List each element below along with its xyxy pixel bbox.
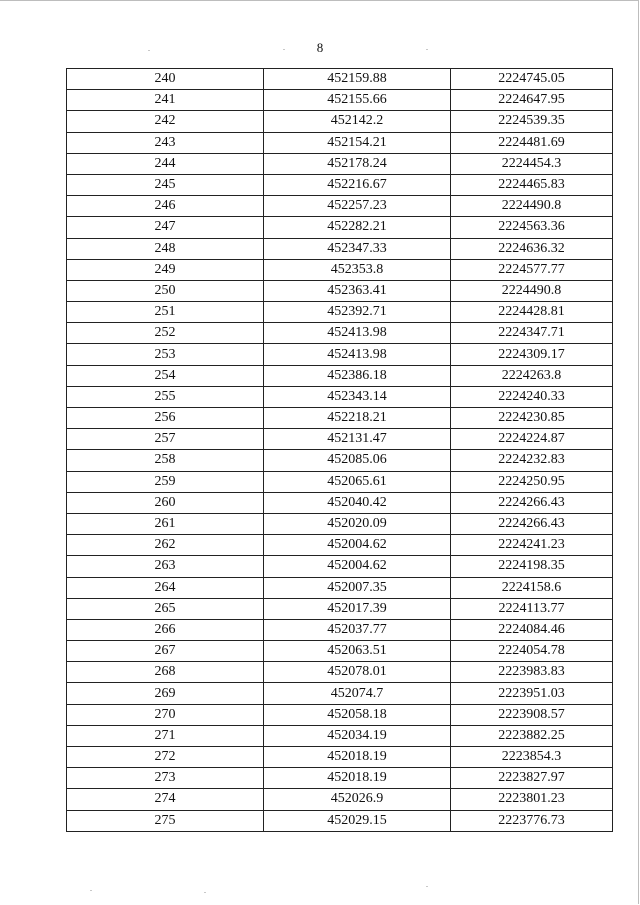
table-row <box>67 408 613 429</box>
point-number-cell: 258 <box>67 450 264 471</box>
point-number-cell: 254 <box>67 365 264 386</box>
point-number-cell: 269 <box>67 683 264 704</box>
table-row <box>67 704 613 725</box>
y-coordinate-cell: 2224577.77 <box>451 259 613 280</box>
y-coordinate-cell: 2223776.73 <box>451 810 613 831</box>
y-coordinate-cell: 2223882.25 <box>451 725 613 746</box>
x-coordinate-cell: 452413.98 <box>264 323 451 344</box>
x-coordinate-cell: 452037.77 <box>264 619 451 640</box>
y-coordinate-cell: 2224490.8 <box>451 280 613 301</box>
x-coordinate-cell: 452413.98 <box>264 344 451 365</box>
point-number-cell: 264 <box>67 577 264 598</box>
y-coordinate-cell: 2224240.33 <box>451 386 613 407</box>
point-number-cell: 261 <box>67 513 264 534</box>
x-coordinate-cell: 452040.42 <box>264 492 451 513</box>
table-row <box>67 725 613 746</box>
point-number-cell: 268 <box>67 662 264 683</box>
x-coordinate-cell: 452353.8 <box>264 259 451 280</box>
point-number-cell: 245 <box>67 174 264 195</box>
table-row <box>67 386 613 407</box>
scan-speck <box>148 50 150 51</box>
point-number-cell: 249 <box>67 259 264 280</box>
y-coordinate-cell: 2224250.95 <box>451 471 613 492</box>
page-number: 8 <box>316 40 324 55</box>
y-coordinate-cell: 2224198.35 <box>451 556 613 577</box>
y-coordinate-cell: 2224241.23 <box>451 535 613 556</box>
x-coordinate-cell: 452257.23 <box>264 196 451 217</box>
table-row <box>67 174 613 195</box>
y-coordinate-cell: 2224054.78 <box>451 641 613 662</box>
x-coordinate-cell: 452216.67 <box>264 174 451 195</box>
y-coordinate-cell: 2224084.46 <box>451 619 613 640</box>
point-number-cell: 253 <box>67 344 264 365</box>
table-row <box>67 577 613 598</box>
point-number-cell: 248 <box>67 238 264 259</box>
y-coordinate-cell: 2223983.83 <box>451 662 613 683</box>
x-coordinate-cell: 452218.21 <box>264 408 451 429</box>
point-number-cell: 246 <box>67 196 264 217</box>
point-number-cell: 247 <box>67 217 264 238</box>
y-coordinate-cell: 2224563.36 <box>451 217 613 238</box>
scan-speck <box>283 49 285 50</box>
y-coordinate-cell: 2224428.81 <box>451 302 613 323</box>
scan-speck <box>426 886 428 887</box>
table-row <box>67 323 613 344</box>
y-coordinate-cell: 2224539.35 <box>451 111 613 132</box>
table-row <box>67 683 613 704</box>
y-coordinate-cell: 2224647.95 <box>451 90 613 111</box>
point-number-cell: 257 <box>67 429 264 450</box>
point-number-cell: 240 <box>67 69 264 90</box>
y-coordinate-cell: 2224347.71 <box>451 323 613 344</box>
y-coordinate-cell: 2224224.87 <box>451 429 613 450</box>
x-coordinate-cell: 452004.62 <box>264 535 451 556</box>
point-number-cell: 265 <box>67 598 264 619</box>
y-coordinate-cell: 2223827.97 <box>451 768 613 789</box>
scan-speck <box>90 890 92 891</box>
x-coordinate-cell: 452178.24 <box>264 153 451 174</box>
table-row <box>67 196 613 217</box>
x-coordinate-cell: 452018.19 <box>264 768 451 789</box>
x-coordinate-cell: 452058.18 <box>264 704 451 725</box>
scan-speck <box>204 892 206 893</box>
y-coordinate-cell: 2224490.8 <box>451 196 613 217</box>
table-row <box>67 238 613 259</box>
y-coordinate-cell: 2224158.6 <box>451 577 613 598</box>
point-number-cell: 271 <box>67 725 264 746</box>
y-coordinate-cell: 2224481.69 <box>451 132 613 153</box>
table-row <box>67 90 613 111</box>
x-coordinate-cell: 452363.41 <box>264 280 451 301</box>
point-number-cell: 244 <box>67 153 264 174</box>
point-number-cell: 242 <box>67 111 264 132</box>
y-coordinate-cell: 2224309.17 <box>451 344 613 365</box>
table-row <box>67 810 613 831</box>
x-coordinate-cell: 452004.62 <box>264 556 451 577</box>
point-number-cell: 274 <box>67 789 264 810</box>
y-coordinate-cell: 2224230.85 <box>451 408 613 429</box>
y-coordinate-cell: 2224745.05 <box>451 69 613 90</box>
y-coordinate-cell: 2224113.77 <box>451 598 613 619</box>
table-row <box>67 217 613 238</box>
table-row <box>67 471 613 492</box>
x-coordinate-cell: 452347.33 <box>264 238 451 259</box>
point-number-cell: 260 <box>67 492 264 513</box>
x-coordinate-cell: 452034.19 <box>264 725 451 746</box>
x-coordinate-cell: 452159.88 <box>264 69 451 90</box>
point-number-cell: 256 <box>67 408 264 429</box>
x-coordinate-cell: 452386.18 <box>264 365 451 386</box>
y-coordinate-cell: 2223801.23 <box>451 789 613 810</box>
table-row <box>67 69 613 90</box>
table-row <box>67 259 613 280</box>
y-coordinate-cell: 2223908.57 <box>451 704 613 725</box>
point-number-cell: 270 <box>67 704 264 725</box>
y-coordinate-cell: 2224232.83 <box>451 450 613 471</box>
x-coordinate-cell: 452007.35 <box>264 577 451 598</box>
point-number-cell: 266 <box>67 619 264 640</box>
point-number-cell: 262 <box>67 535 264 556</box>
table-row <box>67 153 613 174</box>
table-row <box>67 450 613 471</box>
x-coordinate-cell: 452018.19 <box>264 747 451 768</box>
point-number-cell: 255 <box>67 386 264 407</box>
x-coordinate-cell: 452142.2 <box>264 111 451 132</box>
table-row <box>67 747 613 768</box>
table-row <box>67 768 613 789</box>
table-row <box>67 344 613 365</box>
table-row <box>67 535 613 556</box>
point-number-cell: 267 <box>67 641 264 662</box>
point-number-cell: 250 <box>67 280 264 301</box>
y-coordinate-cell: 2224454.3 <box>451 153 613 174</box>
point-number-cell: 272 <box>67 747 264 768</box>
table-row <box>67 641 613 662</box>
x-coordinate-cell: 452154.21 <box>264 132 451 153</box>
x-coordinate-cell: 452282.21 <box>264 217 451 238</box>
x-coordinate-cell: 452392.71 <box>264 302 451 323</box>
x-coordinate-cell: 452074.7 <box>264 683 451 704</box>
table-row <box>67 598 613 619</box>
point-number-cell: 273 <box>67 768 264 789</box>
table-row <box>67 662 613 683</box>
coordinate-table-body <box>67 69 613 832</box>
x-coordinate-cell: 452131.47 <box>264 429 451 450</box>
table-row <box>67 513 613 534</box>
table-row <box>67 132 613 153</box>
y-coordinate-cell: 2223854.3 <box>451 747 613 768</box>
x-coordinate-cell: 452085.06 <box>264 450 451 471</box>
point-number-cell: 263 <box>67 556 264 577</box>
point-number-cell: 241 <box>67 90 264 111</box>
scan-speck <box>426 49 428 50</box>
table-row <box>67 556 613 577</box>
x-coordinate-cell: 452343.14 <box>264 386 451 407</box>
y-coordinate-cell: 2224263.8 <box>451 365 613 386</box>
x-coordinate-cell: 452017.39 <box>264 598 451 619</box>
point-number-cell: 243 <box>67 132 264 153</box>
coordinate-table <box>66 68 613 832</box>
y-coordinate-cell: 2224636.32 <box>451 238 613 259</box>
x-coordinate-cell: 452026.9 <box>264 789 451 810</box>
point-number-cell: 259 <box>67 471 264 492</box>
table-row <box>67 280 613 301</box>
x-coordinate-cell: 452078.01 <box>264 662 451 683</box>
x-coordinate-cell: 452020.09 <box>264 513 451 534</box>
x-coordinate-cell: 452063.51 <box>264 641 451 662</box>
table-row <box>67 492 613 513</box>
table-row <box>67 429 613 450</box>
y-coordinate-cell: 2224266.43 <box>451 492 613 513</box>
table-row <box>67 302 613 323</box>
table-row <box>67 111 613 132</box>
point-number-cell: 275 <box>67 810 264 831</box>
table-row <box>67 619 613 640</box>
table-row <box>67 789 613 810</box>
y-coordinate-cell: 2223951.03 <box>451 683 613 704</box>
x-coordinate-cell: 452065.61 <box>264 471 451 492</box>
x-coordinate-cell: 452155.66 <box>264 90 451 111</box>
point-number-cell: 251 <box>67 302 264 323</box>
table-row <box>67 365 613 386</box>
y-coordinate-cell: 2224465.83 <box>451 174 613 195</box>
point-number-cell: 252 <box>67 323 264 344</box>
x-coordinate-cell: 452029.15 <box>264 810 451 831</box>
y-coordinate-cell: 2224266.43 <box>451 513 613 534</box>
